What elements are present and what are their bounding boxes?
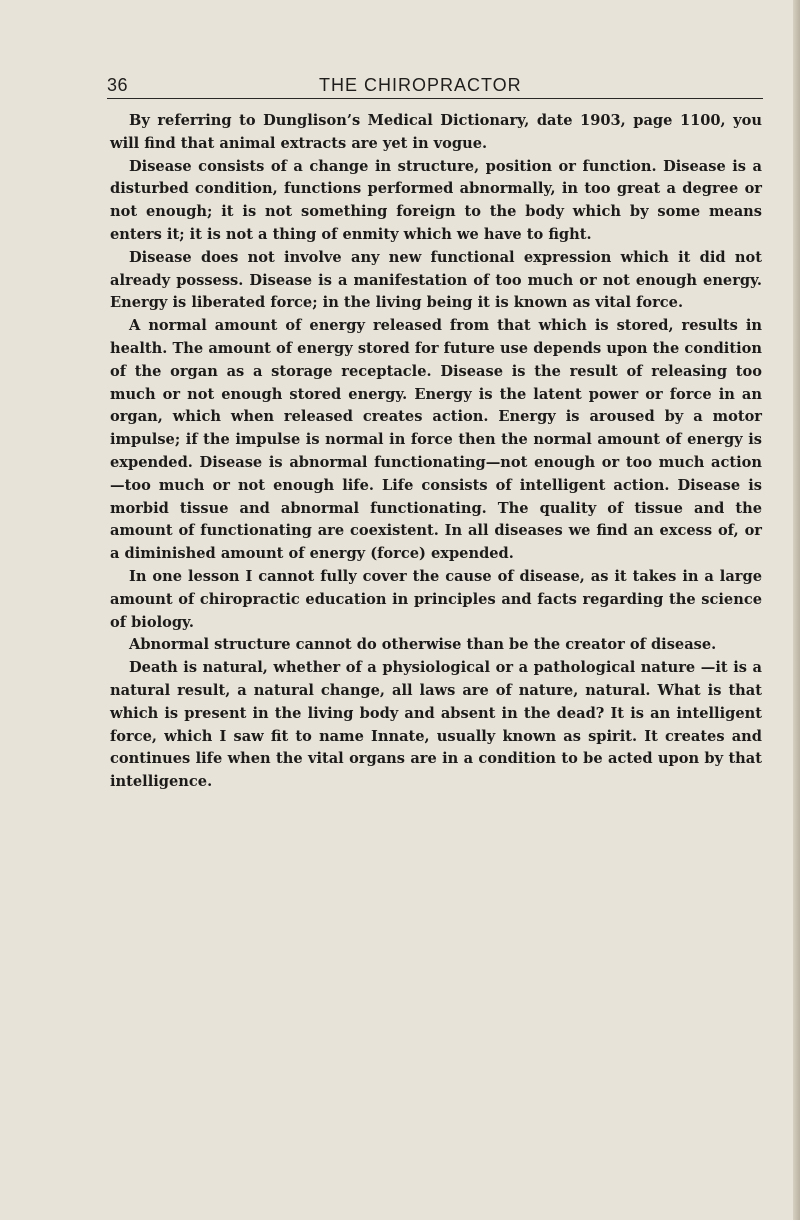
paragraph: In one lesson I cannot fully cover the cause of disease, as it takes in a large amount of chiropractic education in principles and facts regarding the science of biology. [110, 567, 762, 631]
page-edge-shadow [793, 0, 800, 1220]
paragraph: By referring to Dunglison’s Medical Dictionary, date 1903, page 1100, you will find that animal extracts are yet in vogue. [110, 112, 762, 152]
page-header [107, 72, 763, 99]
page-number: 36 [107, 75, 129, 95]
body-text [110, 110, 762, 794]
paragraph: Disease does not involve any new functional expression which it did not already possess. Disease is a manifestation of too much or not enough energy. Energy is liberated force; in the living being it is known as vital force. [110, 248, 762, 312]
paragraph: Death is natural, whether of a physiological or a pathological nature —it is a natural result, a natural change, all laws are of nature, natural. What is that which is present in the living body and absent in the dead? It is an intelligent force, which I saw fit to name Innate, usually known as spirit. It creates and continues life when the vital organs are in a condition to be acted upon by that intelligence. [110, 659, 762, 791]
paragraph: Abnormal structure cannot do otherwise than be the creator of disease. [129, 636, 717, 654]
running-title: THE CHIROPRACTOR [319, 75, 522, 95]
paragraph: Disease consists of a change in structure, position or function. Disease is a disturbed condition, functions performed abnormally, in too great a degree or not enough; it is not something foreign to the body which by some means enters it; it is not a thing of enmity which we have to fight. [110, 157, 762, 243]
paragraph: A normal amount of energy released from that which is stored, results in health. The amount of energy stored for future use depends upon the condition of the organ as a storage receptacle. Disease is the result of releasing too much or not enough stored energy. Energy is the latent power or force in an organ, which when released creates action. Energy is aroused by a motor impulse; if the impulse is normal in force then the normal amount of energy is expended. Disease is abnormal functionating—not enough or too much action—too much or not enough life. Life consists of intelligent action. Disease is morbid tissue and abnormal functionating. The quality of tissue and the amount of functionating are coexistent. In all diseases we find an excess of, or a diminished amount of energy (force) expended. [110, 317, 762, 563]
